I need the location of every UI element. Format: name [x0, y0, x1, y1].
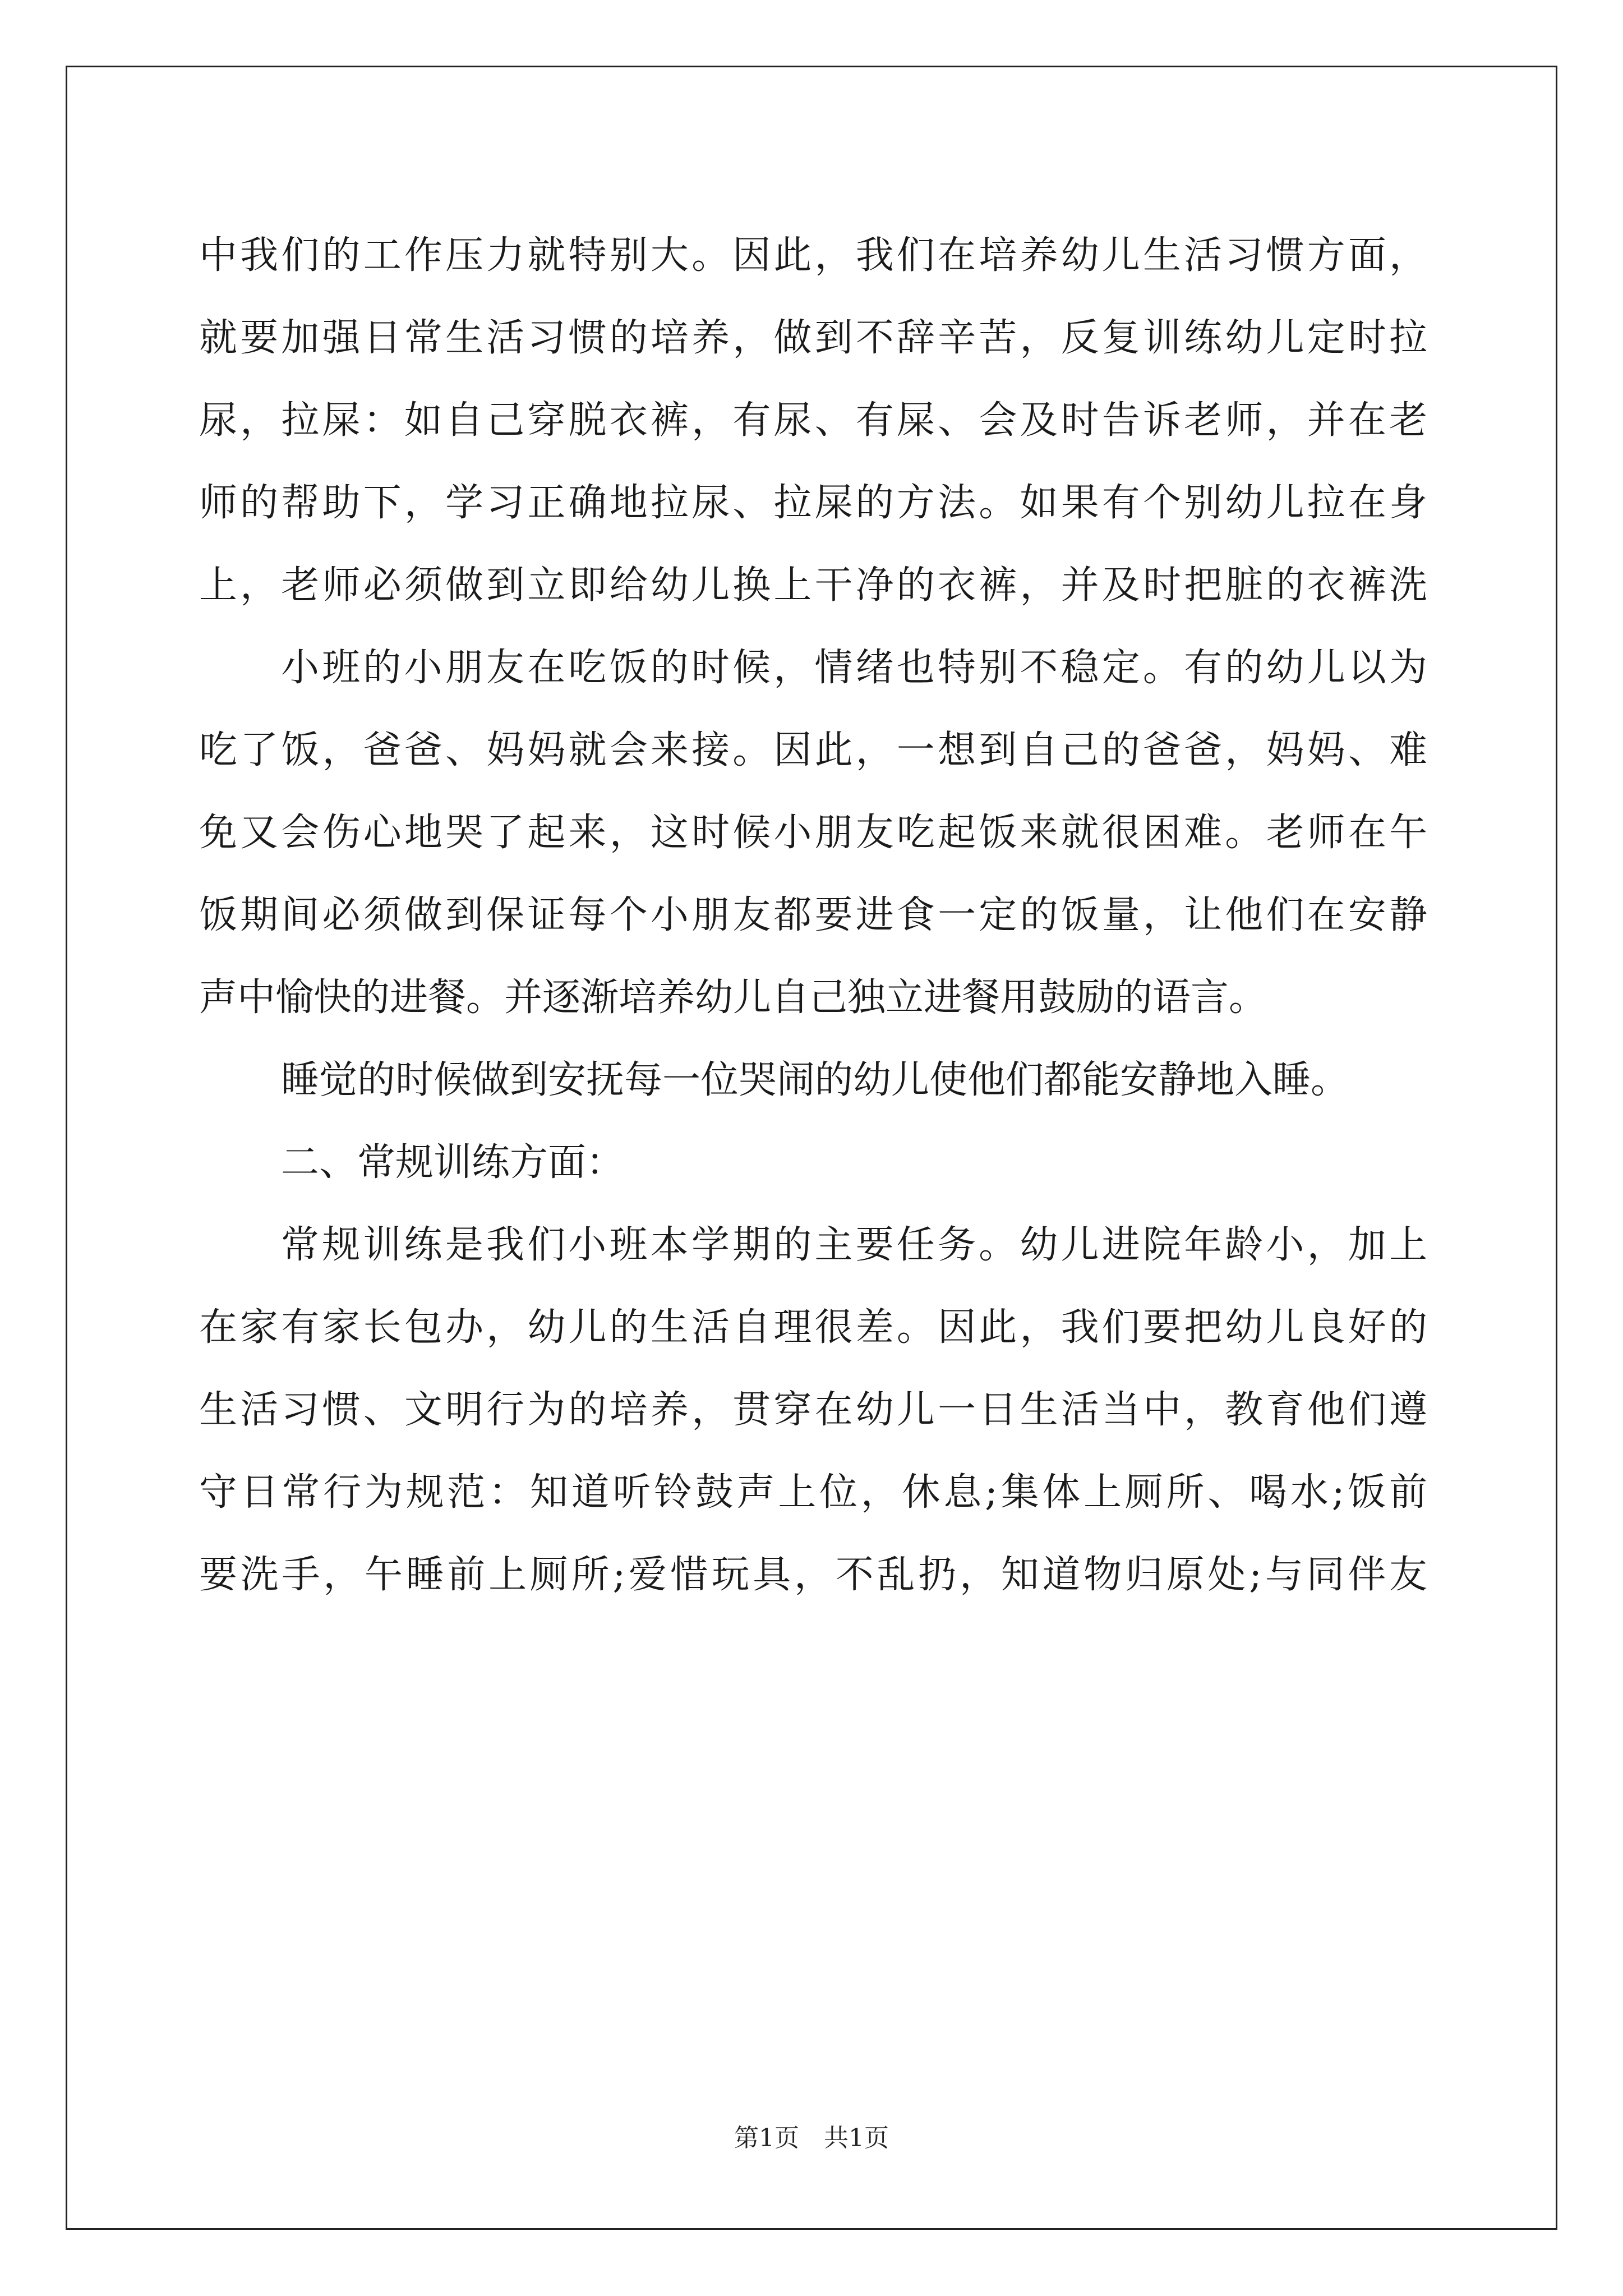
text-line: 饭期间必须做到保证每个小朋友都要进食一定的饭量，让他们在安静: [199, 893, 1427, 937]
text-line: 上，老师必须做到立即给幼儿换上干净的衣裤，并及时把脏的衣裤洗: [199, 563, 1427, 608]
text-line: 中我们的工作压力就特别大。因此，我们在培养幼儿生活习惯方面，: [199, 233, 1427, 278]
section-heading: 二、常规训练方面：: [281, 1140, 625, 1185]
page-number-footer: 第1页 共1页: [734, 2124, 889, 2152]
text-line: 就要加强日常生活习惯的培养，做到不辞辛苦，反复训练幼儿定时拉: [199, 316, 1427, 360]
text-line: 生活习惯、文明行为的培养，贯穿在幼儿一日生活当中，教育他们遵: [199, 1388, 1427, 1432]
text-line: 在家有家长包办，幼儿的生活自理很差。因此，我们要把幼儿良好的: [199, 1305, 1427, 1350]
paragraph-first-line: 小班的小朋友在吃饭的时候，情绪也特别不稳定。有的幼儿以为: [281, 646, 1427, 690]
text-line: 吃了饭，爸爸、妈妈就会来接。因此，一想到自己的爸爸，妈妈、难: [199, 728, 1427, 772]
text-line: 要洗手，午睡前上厕所;爱惜玩具，不乱扔，知道物归原处;与同伴友: [199, 1553, 1427, 1597]
text-line: 尿，拉屎：如自己穿脱衣裤，有尿、有屎、会及时告诉老师，并在老: [199, 398, 1427, 443]
text-line: 守日常行为规范：知道听铃鼓声上位，休息;集体上厕所、喝水;饭前: [199, 1470, 1427, 1515]
text-line: 免又会伤心地哭了起来，这时候小朋友吃起饭来就很困难。老师在午: [199, 811, 1427, 855]
paragraph-first-line: 常规训练是我们小班本学期的主要任务。幼儿进院年龄小，加上: [281, 1223, 1427, 1267]
paragraph-last-line: 声中愉快的进餐。并逐渐培养幼儿自己独立进餐用鼓励的语言。: [199, 976, 1267, 1020]
paragraph-single-line: 睡觉的时候做到安抚每一位哭闹的幼儿使他们都能安静地入睡。: [281, 1058, 1349, 1102]
text-line: 师的帮助下，学习正确地拉尿、拉屎的方法。如果有个别幼儿拉在身: [199, 481, 1427, 525]
